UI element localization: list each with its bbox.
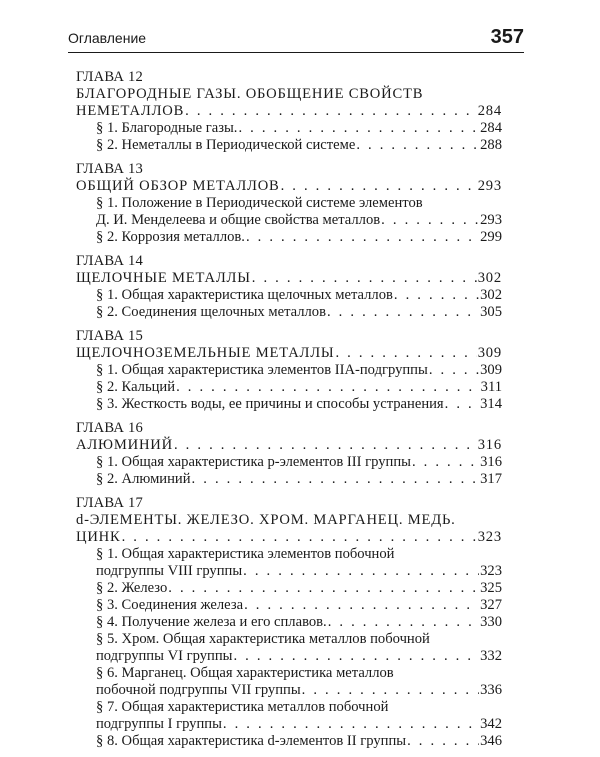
dot-leader (407, 733, 479, 750)
section-entry (76, 379, 502, 396)
section-entry-page: 302 (480, 287, 502, 303)
section-entry-text: § 2. Алюминий (96, 471, 191, 487)
dot-leader (122, 529, 477, 546)
dot-leader (168, 580, 479, 597)
dot-leader (394, 287, 479, 304)
chapter-label: ГЛАВА 16 (76, 420, 143, 436)
section-title-line: § 5. Хром. Общая характеристика металлов побочной (96, 631, 430, 647)
chapter-block (76, 161, 502, 246)
page-header (68, 22, 524, 53)
section-entry-page: 299 (480, 229, 502, 245)
section-entry (76, 137, 502, 154)
chapter-title (76, 270, 502, 287)
section-entry (76, 580, 502, 597)
dot-leader (445, 396, 479, 413)
section-title-line: § 1. Общая характеристика элементов побочной (96, 546, 395, 562)
chapter-label: ГЛАВА 17 (76, 495, 143, 511)
dot-leader (252, 270, 477, 287)
section-entry-page: 309 (480, 362, 502, 378)
section-entry (76, 716, 502, 733)
dot-leader (223, 716, 479, 733)
section-entry-text: подгруппы VIII группы (96, 563, 243, 579)
section-entry (76, 648, 502, 665)
chapter-title-text: НЕМЕТАЛЛОВ (76, 103, 185, 119)
chapter-title-text: АЛЮМИНИЙ (76, 437, 173, 453)
running-head: Оглавление (68, 30, 147, 46)
chapter-title (76, 529, 502, 546)
section-entry-text: § 4. Получение железа и его сплавов. (96, 614, 327, 630)
section-entry-text: § 2. Железо (96, 580, 168, 596)
section-entry (76, 682, 502, 699)
section-entry-page: 342 (480, 716, 502, 732)
section-entry (76, 563, 502, 580)
chapter-title-text: ЦИНК (76, 529, 121, 545)
dot-leader (356, 137, 479, 154)
section-entry (76, 471, 502, 488)
chapter-title-page: 284 (477, 103, 502, 119)
section-entry (76, 120, 502, 137)
section-entry-page: 317 (480, 471, 502, 487)
chapter-title-page: 302 (477, 270, 502, 286)
dot-leader (192, 471, 480, 488)
section-entry (76, 287, 502, 304)
section-entry-page: 311 (480, 379, 502, 395)
section-entry-page: 330 (480, 614, 502, 630)
section-entry (76, 614, 502, 631)
dot-leader (328, 614, 479, 631)
section-entry-text: Д. И. Менделеева и общие свойства металлов (96, 212, 381, 228)
chapter-block (76, 253, 502, 321)
chapter-title-page: 316 (477, 437, 502, 453)
section-entry (76, 304, 502, 321)
section-entry-text: подгруппы I группы (96, 716, 222, 732)
dot-leader (176, 379, 480, 396)
section-title-line: § 7. Общая характеристика металлов побочной (96, 699, 389, 715)
dot-leader (243, 563, 479, 580)
chapter-title-line: d-ЭЛЕМЕНТЫ. ЖЕЛЕЗО. ХРОМ. МАРГАНЕЦ. МЕДЬ. (76, 512, 456, 528)
section-entry (76, 229, 502, 246)
chapter-title-text: ЩЕЛОЧНЫЕ МЕТАЛЛЫ (76, 270, 251, 286)
section-entry (76, 396, 502, 413)
section-entry-text: побочной подгруппы VII группы (96, 682, 301, 698)
chapter-label: ГЛАВА 15 (76, 328, 143, 344)
chapter-title-page: 309 (477, 345, 502, 361)
section-entry-text: § 1. Благородные газы. (96, 120, 238, 136)
chapter-title (76, 178, 502, 195)
section-entry-page: 346 (480, 733, 502, 749)
section-entry (76, 597, 502, 614)
chapter-block (76, 420, 502, 488)
section-entry (76, 362, 502, 379)
chapter-title (76, 103, 502, 120)
chapter-title-text: ОБЩИЙ ОБЗОР МЕТАЛЛОВ (76, 178, 280, 194)
dot-leader (327, 304, 479, 321)
dot-leader (429, 362, 479, 379)
section-entry-text: § 2. Соединения щелочных металлов (96, 304, 326, 320)
section-entry-page: 314 (480, 396, 502, 412)
dot-leader (281, 178, 477, 195)
chapter-title-text: ЩЕЛОЧНОЗЕМЕЛЬНЫЕ МЕТАЛЛЫ (76, 345, 335, 361)
section-entry-page: 305 (480, 304, 502, 320)
dot-leader (246, 229, 479, 246)
table-of-contents (76, 69, 502, 757)
chapter-block (76, 69, 502, 154)
section-entry-text: § 1. Общая характеристика элементов IIA-подгруппы (96, 362, 428, 378)
dot-leader (238, 120, 479, 137)
chapter-title-page: 293 (477, 178, 502, 194)
dot-leader (185, 103, 477, 120)
dot-leader (381, 212, 479, 229)
section-entry-text: § 2. Неметаллы в Периодической системе (96, 137, 356, 153)
page-number: 357 (490, 26, 524, 48)
section-entry-text: § 2. Коррозия металлов. (96, 229, 245, 245)
dot-leader (335, 345, 476, 362)
chapter-title (76, 437, 502, 454)
section-entry-page: 293 (480, 212, 502, 228)
chapter-block (76, 328, 502, 413)
section-entry-page: 323 (480, 563, 502, 579)
section-entry-text: § 1. Общая характеристика p-элементов III группы (96, 454, 411, 470)
section-title-line: § 6. Марганец. Общая характеристика металлов (96, 665, 394, 681)
section-entry-text: § 2. Кальций (96, 379, 176, 395)
section-entry-page: 327 (480, 597, 502, 613)
dot-leader (412, 454, 479, 471)
dot-leader (174, 437, 477, 454)
section-entry-page: 288 (480, 137, 502, 153)
section-entry-text: § 8. Общая характеристика d-элементов II группы (96, 733, 407, 749)
section-entry (76, 733, 502, 750)
section-entry-page: 316 (480, 454, 502, 470)
section-entry-text: § 3. Соединения железа (96, 597, 244, 613)
section-entry-page: 332 (480, 648, 502, 664)
chapter-title-page: 323 (477, 529, 502, 545)
dot-leader (244, 597, 479, 614)
chapter-title-line: БЛАГОРОДНЫЕ ГАЗЫ. ОБОБЩЕНИЕ СВОЙСТВ (76, 86, 424, 102)
section-entry (76, 454, 502, 471)
dot-leader (233, 648, 479, 665)
section-entry-text: подгруппы VI группы (96, 648, 233, 664)
chapter-label: ГЛАВА 14 (76, 253, 143, 269)
section-entry-page: 325 (480, 580, 502, 596)
section-entry-text: § 1. Общая характеристика щелочных металлов (96, 287, 393, 303)
chapter-title (76, 345, 502, 362)
chapter-label: ГЛАВА 12 (76, 69, 143, 85)
dot-leader (302, 682, 479, 699)
section-entry-page: 284 (480, 120, 502, 136)
section-entry-page: 336 (480, 682, 502, 698)
section-entry-text: § 3. Жесткость воды, ее причины и способы устранения (96, 396, 444, 412)
section-title-line: § 1. Положение в Периодической системе элементов (96, 195, 423, 211)
section-entry (76, 212, 502, 229)
chapter-block (76, 495, 502, 750)
chapter-label: ГЛАВА 13 (76, 161, 143, 177)
